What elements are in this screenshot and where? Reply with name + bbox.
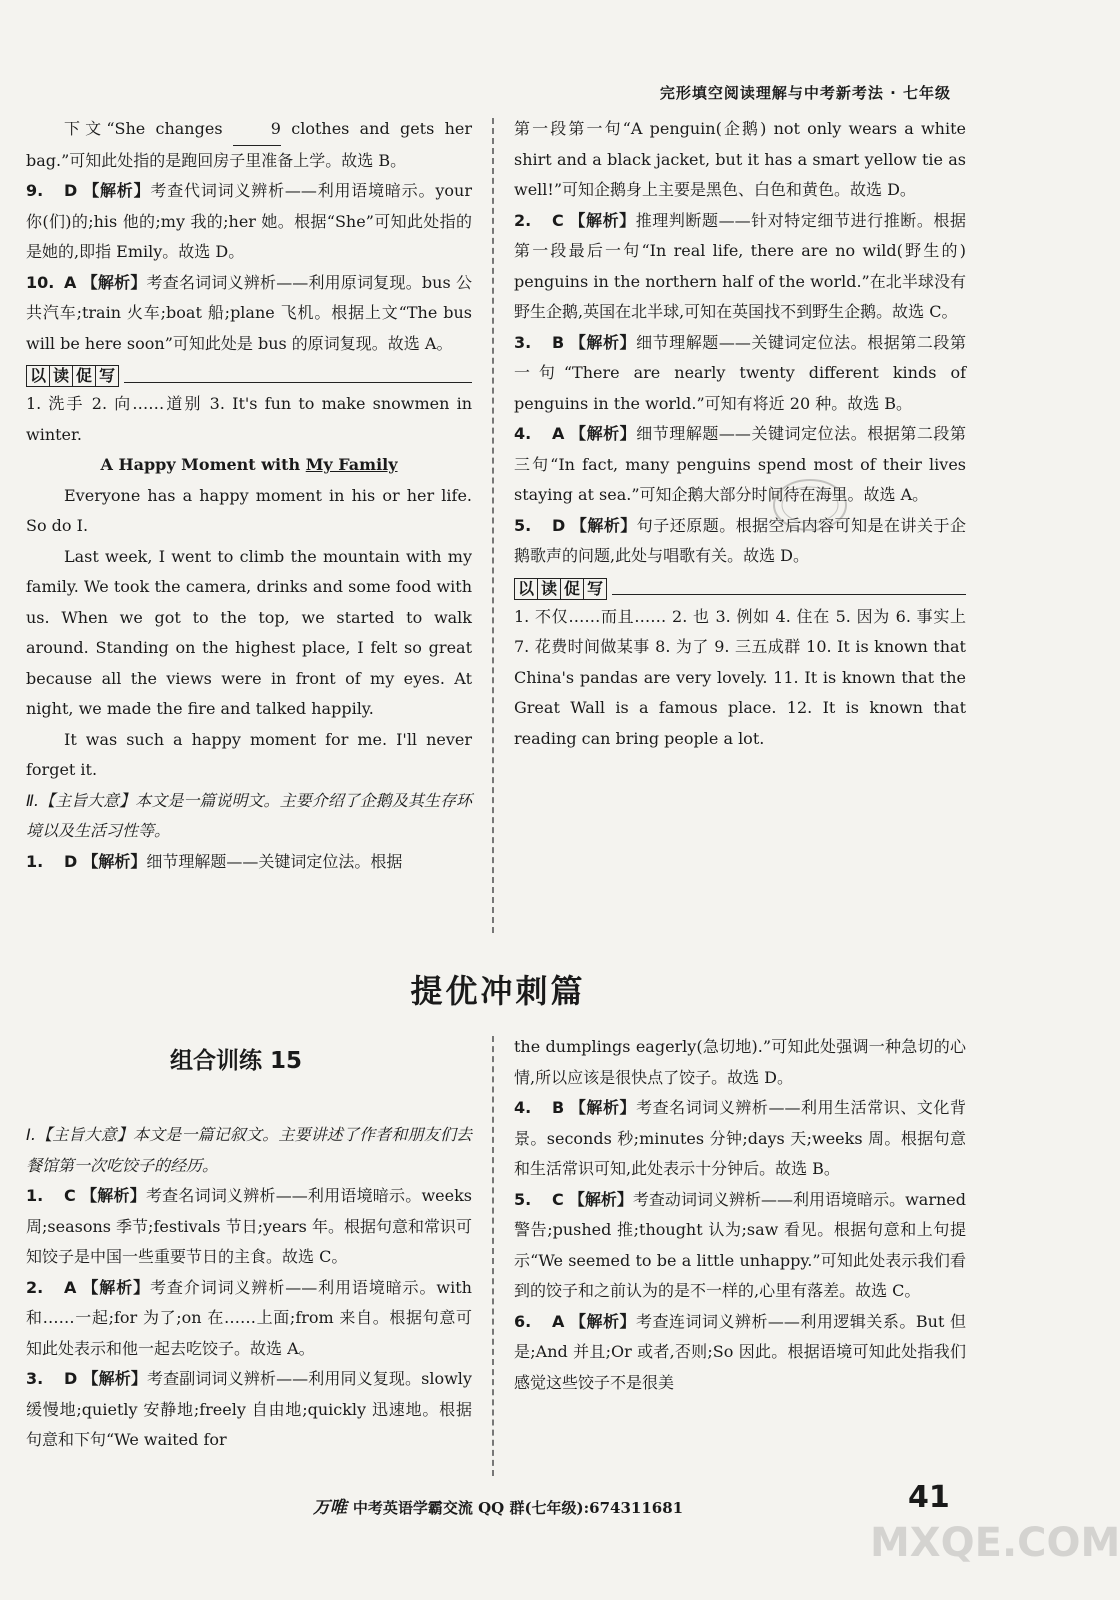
column-divider	[492, 1036, 494, 1476]
answer-item-3: 3. B 【解析】细节理解题——关键词定位法。根据第二段第一句“There are nearly twenty different kinds of penguins in the world.”可知有将近 20 种。故选 B。	[514, 332, 966, 413]
answer-blank: 9	[233, 114, 281, 146]
essay-paragraph: It was such a happy moment for me. I'll never forget it.	[26, 729, 472, 779]
answer-item-10: 10. A 【解析】考查名词词义辨析——利用原词复现。bus 公共汽车;train 火车;boat 船;plane 飞机。根据上文“The bus will be here soon”可知此处是 bus 的原词复现。故选 A。	[26, 272, 472, 353]
main-idea-note: Ⅰ.【主旨大意】本文是一篇记叙文。主要讲述了作者和朋友们去餐馆第一次吃饺子的经历。	[26, 1125, 472, 1175]
answer-item-2: 2. A 【解析】考查介词词义辨析——利用语境暗示。with 和……一起;for 为了;on 在……上面;from 来自。根据句意可知此处表示和他一起去吃饺子。故选 A。	[26, 1277, 472, 1358]
paragraph-continuation: the dumplings eagerly(急切地).”可知此处强调一种急切的心情,所以应该是很快点了饺子。故选 D。	[514, 1037, 966, 1087]
right-column-top	[514, 114, 966, 754]
page-number: 41	[908, 1480, 950, 1515]
essay-paragraph: Everyone has a happy moment in his or her life. So do I.	[26, 485, 472, 535]
paragraph-continuation: 第一段第一句“A penguin(企鹅) not only wears a white shirt and a black jacket, but it has a smart yellow tie as well!”可知企鹅身上主要是黑色、白色和黄色。故选 D。	[514, 119, 966, 199]
page-footer	[0, 1493, 996, 1518]
watermark: MXQE.COM	[870, 1520, 1120, 1566]
answer-item-1: 1. C 【解析】考查名词词义辨析——利用语境暗示。weeks 周;seasons 季节;festivals 节日;years 年。根据句意和常识可知饺子是中国一些重要节日的主食。故选 C。	[26, 1186, 472, 1266]
answer-item-5: 5. D 【解析】句子还原题。根据空后内容可知是在讲关于企鹅歌声的问题,此处与唱歌有关。故选 D。	[514, 515, 966, 565]
group-title: 组合训练 15	[170, 1048, 303, 1074]
running-header: 完形填空阅读理解与中考新考法 · 七年级	[659, 84, 951, 102]
left-column-bottom	[26, 1120, 472, 1456]
brand-logo: 万唯	[312, 1498, 347, 1518]
answer-item-3: 3. D 【解析】考查副词词义辨析——利用同义复现。slowly 缓慢地;quietly 安静地;freely 自由地;quickly 迅速地。根据句意和下句“We waited for	[26, 1369, 472, 1449]
vocab-answers: 1. 不仅……而且…… 2. 也 3. 例如 4. 住在 5. 因为 6. 事实上 7. 花费时间做某事 8. 为了 9. 三五成群 10. It is known that China's pandas are very lovely. 11. It is known that the Great Wall is a famous place. 12. It is known that reading can bring people a lot.	[514, 606, 966, 748]
main-idea-note: Ⅱ.【主旨大意】本文是一篇说明文。主要介绍了企鹅及其生存环境以及生活习性等。	[26, 790, 472, 840]
answer-item-2: 2. C 【解析】推理判断题——针对特定细节进行推断。根据第一段最后一句“In real life, there are no wild(野生的) penguins in the northern half of the world.”在北半球没有野生企鹅,英国在北半球,可知在英国找不到野生企鹅。故选 C。	[514, 210, 966, 321]
section-title: 提优冲刺篇	[410, 972, 586, 1010]
column-divider	[492, 118, 494, 933]
answer-item-4: 4. A 【解析】细节理解题——关键词定位法。根据第二段第三句“In fact, many penguins spend most of their lives staying at sea.”可知企鹅大部分时间待在海里。故选 A。	[514, 424, 966, 504]
answer-item-5: 5. C 【解析】考查动词词义辨析——利用语境暗示。warned 警告;pushed 推;thought 认为;saw 看见。根据句意和上句提示“We seemed to be a little unhappy.”可知此处表示我们看到的饺子和之前认为的是不一样的,心里有落差。故选 C。	[514, 1189, 966, 1300]
left-column-top	[26, 114, 472, 877]
answer-item-1: 1. D 【解析】细节理解题——关键词定位法。根据	[26, 851, 403, 871]
answer-item-9: 9. D 【解析】考查代词词义辨析——利用语境暗示。your 你(们)的;his 他的;my 我的;her 她。根据“She”可知此处指的是她的,即指 Emily。故选 D。	[26, 181, 472, 261]
section-tag-read-to-write: 以 读 促 写	[514, 572, 966, 602]
section-tag-read-to-write: 以 读 促 写	[26, 359, 472, 389]
stamp-icon	[770, 476, 850, 534]
essay-paragraph: Last week, I went to climb the mountain with my family. We took the camera, drinks and some food with us. When we got to the top, we started to walk around. Standing on the highest place, I felt so great because all the views were in front of my eyes. At night, we made the fire and talked happily.	[26, 546, 472, 718]
paragraph-continuation: 下文“She changes 9 clothes and gets her bag.”可知此处指的是跑回房子里准备上学。故选 B。	[26, 114, 472, 176]
footer-text: 中考英语学霸交流 QQ 群(七年级):674311681	[352, 1499, 684, 1517]
essay-title: A Happy Moment with My Family	[100, 455, 398, 474]
vocab-answers: 1. 洗手 2. 向……道别 3. It's fun to make snowmen in winter.	[26, 394, 472, 444]
answer-item-4: 4. B 【解析】考查名词词义辨析——利用生活常识、文化背景。seconds 秒;minutes 分钟;days 天;weeks 周。根据句意和生活常识可知,此处表示十分钟后。故选 B。	[514, 1098, 966, 1178]
right-column-bottom	[514, 1032, 966, 1398]
answer-item-6: 6. A 【解析】考查连词词义辨析——利用逻辑关系。But 但是;And 并且;Or 或者,否则;So 因此。根据语境可知此处指我们感觉这些饺子不是很美	[514, 1311, 966, 1392]
